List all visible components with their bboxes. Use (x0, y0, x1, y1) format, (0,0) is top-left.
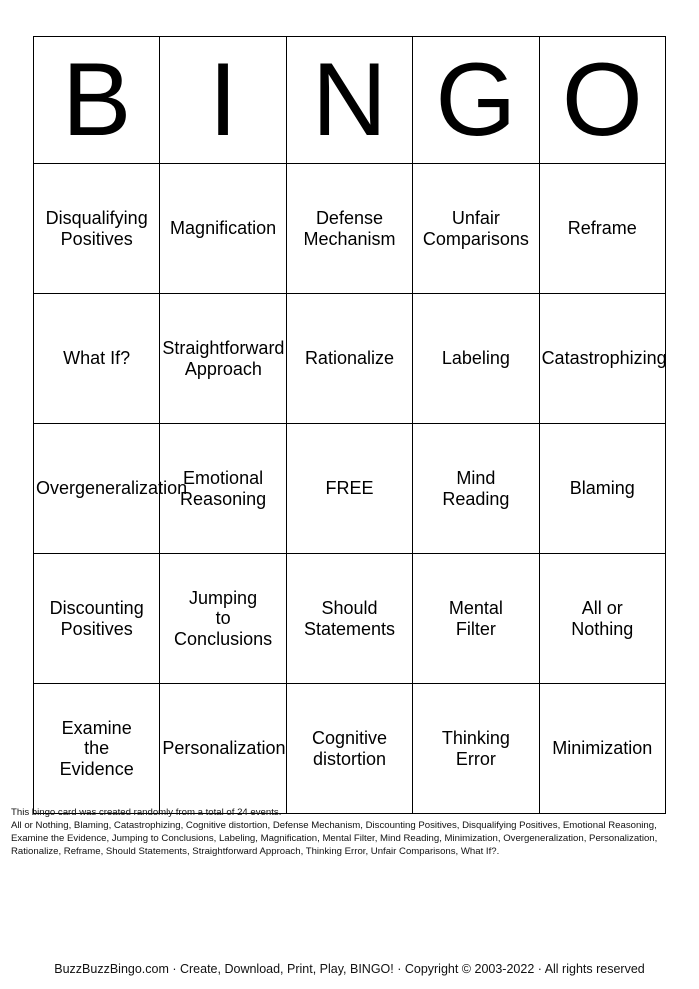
bingo-card (33, 36, 666, 814)
cell-label: Thinking Error (441, 728, 510, 769)
bingo-cell[interactable] (413, 554, 539, 684)
bingo-cell[interactable] (413, 164, 539, 294)
cell-label: Defense Mechanism (303, 208, 396, 249)
free-space-cell[interactable] (286, 424, 412, 554)
footer-events-list: All or Nothing, Blaming, Catastrophizing, Cognitive distortion, Defense Mechanism, Discounting Positives, Disqualifying Positives, Emotional Reasoning, Examine the Evidence, Jumping to Conclusions, Labeling, Magnification, Mental Filter, Mind Reading, Minimization, Overgeneralization, Personalization, Rationalize, Reframe, Should Statements, Straightforward Approach, Thinking Error, Unfair Comparisons, What If?. (11, 820, 658, 857)
bingo-row-2 (34, 294, 666, 424)
bingo-cell[interactable] (34, 294, 160, 424)
cell-label: Discounting Positives (49, 598, 144, 639)
cell-label: Blaming (569, 478, 635, 499)
cell-label: Jumping to Conclusions (174, 588, 273, 649)
bingo-cell[interactable] (286, 164, 412, 294)
cell-label: Unfair Comparisons (422, 208, 529, 249)
bingo-cell[interactable] (413, 294, 539, 424)
bingo-row-4 (34, 554, 666, 684)
header-letter-o: O (539, 37, 665, 164)
cell-label: Emotional Reasoning (180, 468, 267, 509)
bingo-row-3 (34, 424, 666, 554)
bingo-cell[interactable] (539, 554, 665, 684)
footer-intro: This bingo card was created randomly from a total of 24 events. (11, 807, 282, 818)
cell-label: Minimization (552, 738, 653, 759)
header-letter-n: N (286, 37, 412, 164)
bingo-row-1 (34, 164, 666, 294)
bingo-cell[interactable] (34, 424, 188, 554)
copyright-line: BuzzBuzzBingo.com · Create, Download, Print, Play, BINGO! · Copyright © 2003-2022 · All rights reserved (54, 962, 645, 976)
free-space-label: FREE (325, 478, 374, 499)
bingo-cell[interactable] (34, 554, 160, 684)
bingo-row-5 (34, 684, 666, 814)
cell-label: Overgeneralization (36, 478, 188, 499)
bingo-cell[interactable] (539, 164, 665, 294)
cell-label: All or Nothing (571, 598, 634, 639)
bingo-cell[interactable] (539, 424, 665, 554)
cell-label: Should Statements (303, 598, 395, 639)
cell-label: Magnification (170, 218, 277, 239)
bingo-cell[interactable] (160, 554, 286, 684)
bingo-cell[interactable] (413, 424, 539, 554)
cell-label: Mind Reading (442, 468, 510, 509)
cell-label: Straightforward Approach (162, 338, 285, 379)
bingo-header-row (34, 37, 666, 164)
cell-label: Mental Filter (448, 598, 503, 639)
header-letter-g: G (413, 37, 539, 164)
cell-label: Reframe (567, 218, 637, 239)
bingo-cell[interactable] (160, 294, 286, 424)
bingo-cell[interactable] (286, 684, 412, 814)
bingo-cell[interactable] (286, 294, 412, 424)
bingo-cell[interactable] (34, 684, 160, 814)
card-footer-notes (11, 806, 687, 858)
cell-label: Rationalize (304, 348, 394, 369)
bingo-cell[interactable] (34, 164, 160, 294)
bingo-cell[interactable] (160, 684, 286, 814)
header-letter-i: I (160, 37, 286, 164)
cell-label: Personalization (162, 738, 286, 759)
bingo-cell[interactable] (539, 684, 665, 814)
cell-label: Labeling (441, 348, 510, 369)
bingo-cell[interactable] (413, 684, 539, 814)
cell-label: Examine the Evidence (59, 718, 134, 779)
cell-label: What If? (63, 348, 131, 369)
cell-label: Catastrophizing (541, 348, 667, 369)
cell-label: Cognitive distortion (311, 728, 387, 769)
cell-label: Disqualifying Positives (45, 208, 148, 249)
bingo-cell[interactable] (539, 294, 665, 424)
header-letter-b: B (34, 37, 160, 164)
bingo-cell[interactable] (286, 554, 412, 684)
bingo-cell[interactable] (160, 164, 286, 294)
